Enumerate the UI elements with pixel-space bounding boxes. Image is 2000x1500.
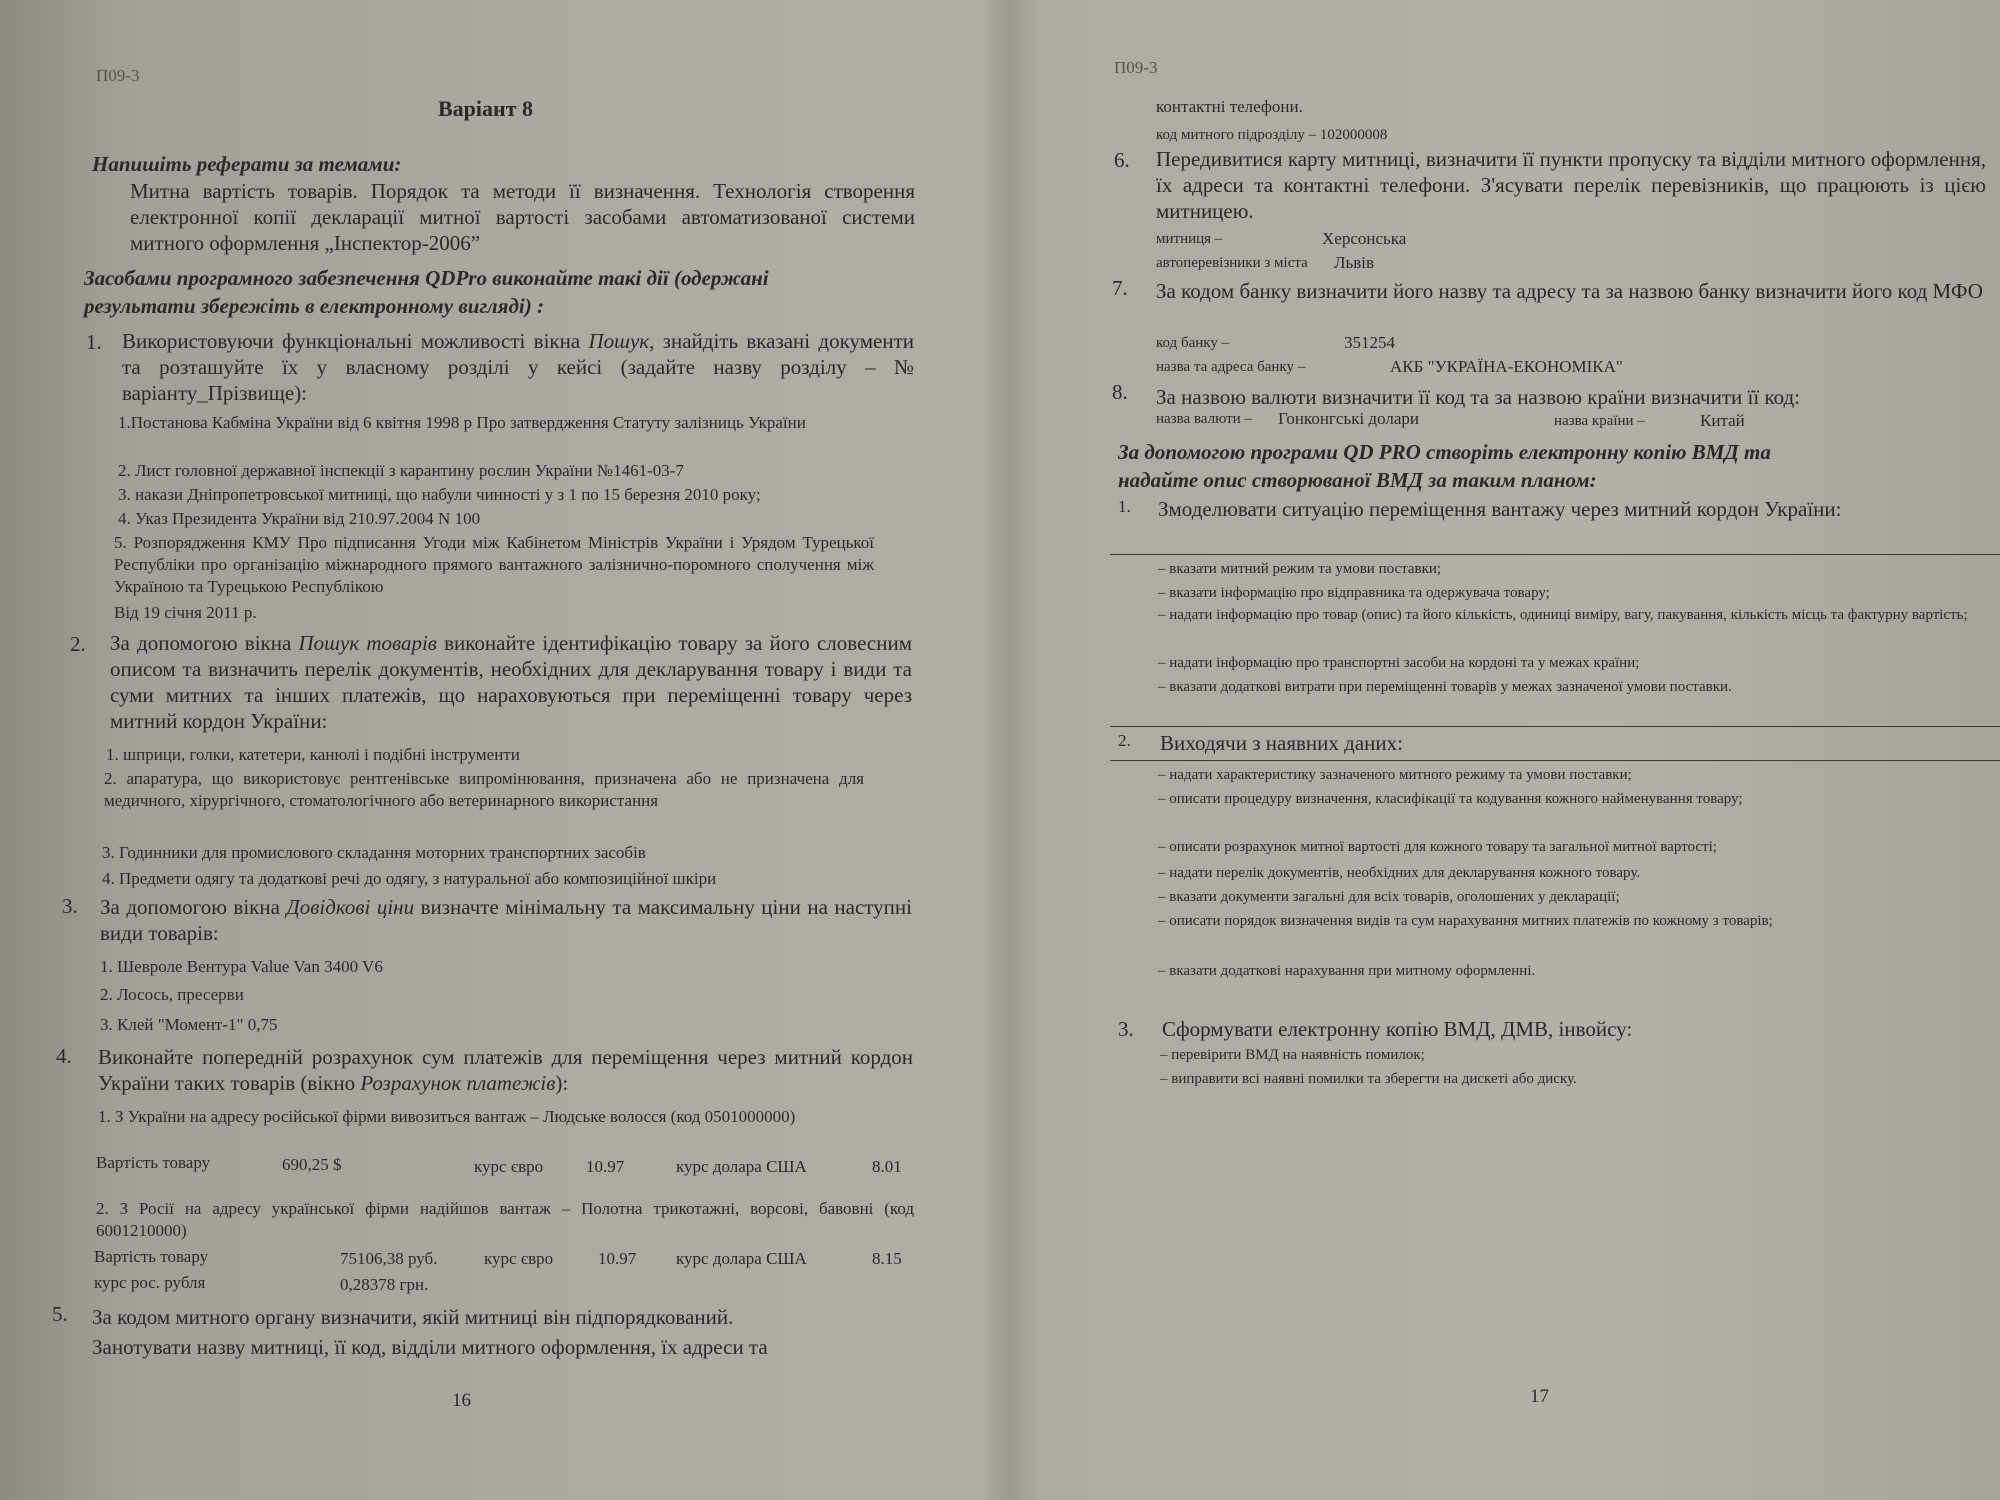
task4-case2-rub: 0,28378 грн. xyxy=(340,1275,429,1294)
plan1-item-3: – надати інформацію про товар (опис) та його кількість, одиниці виміру, вагу, пакування, кількість місць та фактурну вартість; xyxy=(1158,607,1968,623)
plan1-item-1: – вказати митний режим та умови поставки; xyxy=(1158,561,1442,577)
task4-text-post: ): xyxy=(555,1071,569,1095)
task4-case2-eur: 10.97 xyxy=(598,1249,637,1268)
plan2-rule-top xyxy=(1110,726,2000,727)
task3-item-3: 3. Клей "Момент-1" 0,75 xyxy=(100,1015,278,1034)
continuation-line: контактні телефони. xyxy=(1156,97,1303,116)
task4-case1-value: 690,25 $ xyxy=(282,1155,342,1174)
plan3-number: 3. xyxy=(1118,1017,1134,1041)
task5-line-2: Занотувати назву митниці, її код, відділи митного оформлення, їх адреси та xyxy=(92,1335,768,1359)
task3-text-pre: За допомогою вікна xyxy=(100,895,287,919)
task2-window-name: Пошук товарів xyxy=(298,631,437,655)
task2-text-pre: За допомогою вікна xyxy=(110,631,299,655)
task6-customs-value: Херсонська xyxy=(1322,229,1407,248)
task6-number: 6. xyxy=(1114,148,1130,172)
task1-text-pre: Використовуючи функціональні можливості вікна xyxy=(122,329,589,353)
plan1-number: 1. xyxy=(1118,497,1131,516)
task4-case1-usd-label: курс долара США xyxy=(676,1157,807,1176)
task3-item-2: 2. Лосось, пресерви xyxy=(100,985,244,1004)
task4-text-pre: Виконайте попередній розрахунок сум платежів для переміщення через митний кордон України таких товарів (вікно xyxy=(98,1045,913,1095)
plan2-title: Виходячи з наявних даних: xyxy=(1160,731,1403,755)
task8-text: За назвою валюти визначити її код та за назвою країни визначити її код: xyxy=(1156,385,1800,409)
task7-bank-code-label: код банку – xyxy=(1156,335,1230,351)
task6-carriers-value: Львів xyxy=(1334,253,1375,272)
plan1-item-5: – вказати додаткові витрати при переміщенні товарів у межах зазначеної умови поставки. xyxy=(1158,679,1732,695)
qdpro-heading-line-1: Засобами програмного забезпечення QDPro виконайте такі дії (одержані xyxy=(84,266,769,290)
task3-window-name: Довідкові ціни xyxy=(286,895,415,919)
plan2-item-5: – вказати документи загальні для всіх товарів, оголошених у декларації; xyxy=(1158,889,1620,905)
task8-currency-value: Гонконгські долари xyxy=(1278,409,1419,428)
task2-text xyxy=(110,630,912,734)
task2-item-1: 1. шприци, голки, катетери, канюлі і подібні інструменти xyxy=(106,745,520,764)
plan2-item-6: – описати порядок визначення видів та сум нарахування митних платежів по кожному з товарів; xyxy=(1158,913,1773,929)
task1-window-name: Пошук xyxy=(588,329,650,353)
task1-item-3: 3. накази Дніпропетровської митниці, що набули чинності у з 1 по 15 березня 2010 року; xyxy=(118,485,761,504)
task4-case2-eur-label: курс євро xyxy=(484,1249,554,1268)
task6-text: Передивитися карту митниці, визначити її пункти пропуску та відділи митного оформлення, їх адреси та контактні телефони. З'ясувати перелік перевізників, що працюють із цією митницею. xyxy=(1156,147,1986,223)
plan1-item-2: – вказати інформацію про відправника та одержувача товару; xyxy=(1158,585,1550,601)
customs-code: код митного підрозділу – 102000008 xyxy=(1156,127,1388,143)
task3-number: 3. xyxy=(62,894,78,918)
plan2-item-1: – надати характеристику зазначеного митного режиму та умови поставки; xyxy=(1158,767,1632,783)
task4-case2-usd-label: курс долара США xyxy=(676,1249,807,1268)
task4-case2-value: 75106,38 руб. xyxy=(340,1249,438,1268)
task1-item-2: 2. Лист головної державної інспекції з карантину рослин України №1461-03-7 xyxy=(118,461,684,480)
task7-bank-name-value: АКБ "УКРАЇНА-ЕКОНОМІКА" xyxy=(1390,357,1623,376)
task4-case2-value-label: Вартість товару xyxy=(94,1247,209,1266)
plan1-title: Змоделювати ситуацію переміщення вантажу через митний кордон України: xyxy=(1158,497,1842,521)
task1-item-4: 4. Указ Президента України від 210.97.2004 N 100 xyxy=(118,509,481,528)
right-page-number: 17 xyxy=(1530,1386,1549,1407)
task8-currency-label: назва валюти – xyxy=(1156,411,1252,427)
left-page-header: П09-3 xyxy=(96,66,140,85)
plan1-item-4: – надати інформацію про транспортні засоби на кордоні та у межах країни; xyxy=(1158,655,1640,671)
task1-text xyxy=(122,328,914,406)
task4-case2-rub-label: курс рос. рубля xyxy=(94,1273,206,1292)
task1-item-5-date: Від 19 січня 2011 р. xyxy=(114,603,257,622)
task2-item-4: 4. Предмети одягу та додаткові речі до одягу, з натуральної або композиційної шкіри xyxy=(102,869,717,888)
right-page xyxy=(1060,0,2000,1500)
plan3-item-1: – перевірити ВМД на наявність помилок; xyxy=(1160,1047,1425,1063)
plan2-item-4: – надати перелік документів, необхідних для декларування кожного товару. xyxy=(1158,865,1641,881)
vmd-heading-line-1: За допомогою програми QD PRO створіть електронну копію ВМД та xyxy=(1118,440,1771,464)
right-page-header: П09-3 xyxy=(1114,58,1158,77)
task4-case1-value-label: Вартість товару xyxy=(96,1153,211,1172)
task2-item-3: 3. Годинники для промислового складання моторних транспортних засобів xyxy=(102,843,646,862)
task4-number: 4. xyxy=(56,1044,72,1068)
task4-case1-usd: 8.01 xyxy=(872,1157,902,1176)
left-page-number: 16 xyxy=(452,1390,471,1411)
task4-case1-eur-label: курс євро xyxy=(474,1157,544,1176)
task7-number: 7. xyxy=(1112,276,1128,300)
task2-text-post: виконайте ідентифікацію товару за його словесним описом та визначить перелік документів, необхідних для декларування товару і види та суми митних та інших платежів, що нараховуються при переміщенні товару через митний кордон України: xyxy=(110,631,913,733)
task1-item-1: 1.Постанова Кабміна України від 6 квітня 1998 р Про затвердження Статуту залізниць України xyxy=(118,413,806,432)
plan3-item-2: – виправити всі наявні помилки та зберегти на дискеті або диску. xyxy=(1160,1071,1577,1087)
task4-case1-eur: 10.97 xyxy=(586,1157,625,1176)
plan2-item-2: – описати процедуру визначення, класифікації та кодування кожного найменування товару; xyxy=(1158,791,1743,807)
task1-number: 1. xyxy=(86,330,102,354)
essays-heading: Напишіть реферати за темами: xyxy=(92,152,402,176)
task1-item-5: 5. Розпорядження КМУ Про підписання Угоди між Кабінетом Міністрів України і Урядом Турецької Республіки про організацію міжнародного прямого вантажного залізнично-поромного сполучення між Україною та Турецькою Республікою xyxy=(114,533,874,596)
task3-text xyxy=(100,894,912,946)
task4-case2-usd: 8.15 xyxy=(872,1249,902,1268)
vmd-heading-line-2: надайте опис створюваної ВМД за таким планом: xyxy=(1118,468,1597,492)
plan3-title: Сформувати електронну копію ВМД, ДМВ, інвойсу: xyxy=(1162,1017,1633,1041)
task8-number: 8. xyxy=(1112,380,1128,404)
plan2-item-7: – вказати додаткові нарахування при митному оформленні. xyxy=(1158,963,1536,979)
plan2-item-3: – описати розрахунок митної вартості для кожного товару та загальної митної вартості; xyxy=(1158,839,1717,855)
task2-number: 2. xyxy=(70,632,86,656)
qdpro-heading-line-2: результати збережіть в електронному вигляді) : xyxy=(84,294,544,318)
task1-text-post: , знайдіть вказані документи та розташуйте їх у власному розділі у кейсі (задайте назву розділу – № варіанту_Прізвище): xyxy=(122,329,914,405)
task7-text: За кодом банку визначити його назву та адресу та за назвою банку визначити його код МФО xyxy=(1156,279,1983,303)
task8-country-value: Китай xyxy=(1700,411,1745,430)
task3-text-post: визначте мінімальну та максимальну ціни на наступні види товарів: xyxy=(100,895,912,945)
task6-carriers-label: автоперевізники з міста xyxy=(1156,255,1308,271)
plan2-number: 2. xyxy=(1118,731,1131,750)
task6-customs-label: митниця – xyxy=(1156,231,1223,247)
plan1-rule xyxy=(1110,554,2000,555)
task3-item-1: 1. Шевроле Вентура Value Van 3400 V6 xyxy=(100,957,383,976)
essay-topic: Митна вартість товарів. Порядок та методи її визначення. Технологія створення електронної копії декларації митної вартості засобами автоматизованої системи митного оформлення „Інспектор-2006” xyxy=(130,179,915,255)
task4-case2: 2. З Росії на адресу української фірми надійшов вантаж – Полотна трикотажні, ворсові, бавовні (код 6001210000) xyxy=(96,1199,914,1240)
task4-case1: 1. З України на адресу російської фірми вивозиться вантаж – Людське волосся (код 0501000000) xyxy=(98,1107,796,1126)
task7-bank-code-value: 351254 xyxy=(1344,333,1395,352)
variant-title: Варіант 8 xyxy=(438,96,534,121)
task4-text xyxy=(98,1044,913,1096)
task4-window-name: Розрахунок платежів xyxy=(360,1071,556,1095)
task8-country-label: назва країни – xyxy=(1554,413,1645,429)
plan2-rule-bottom xyxy=(1110,760,2000,761)
task2-item-2: 2. апаратура, що використовує рентгенівське випромінювання, призначена або не призначена для медичного, хірургічного, стоматологічного або ветеринарного використання xyxy=(104,769,864,810)
task5-line-1: За кодом митного органу визначити, якій митниці він підпорядкований. xyxy=(92,1305,734,1329)
task5-number: 5. xyxy=(52,1302,68,1326)
task7-bank-name-label: назва та адреса банку – xyxy=(1156,359,1306,375)
